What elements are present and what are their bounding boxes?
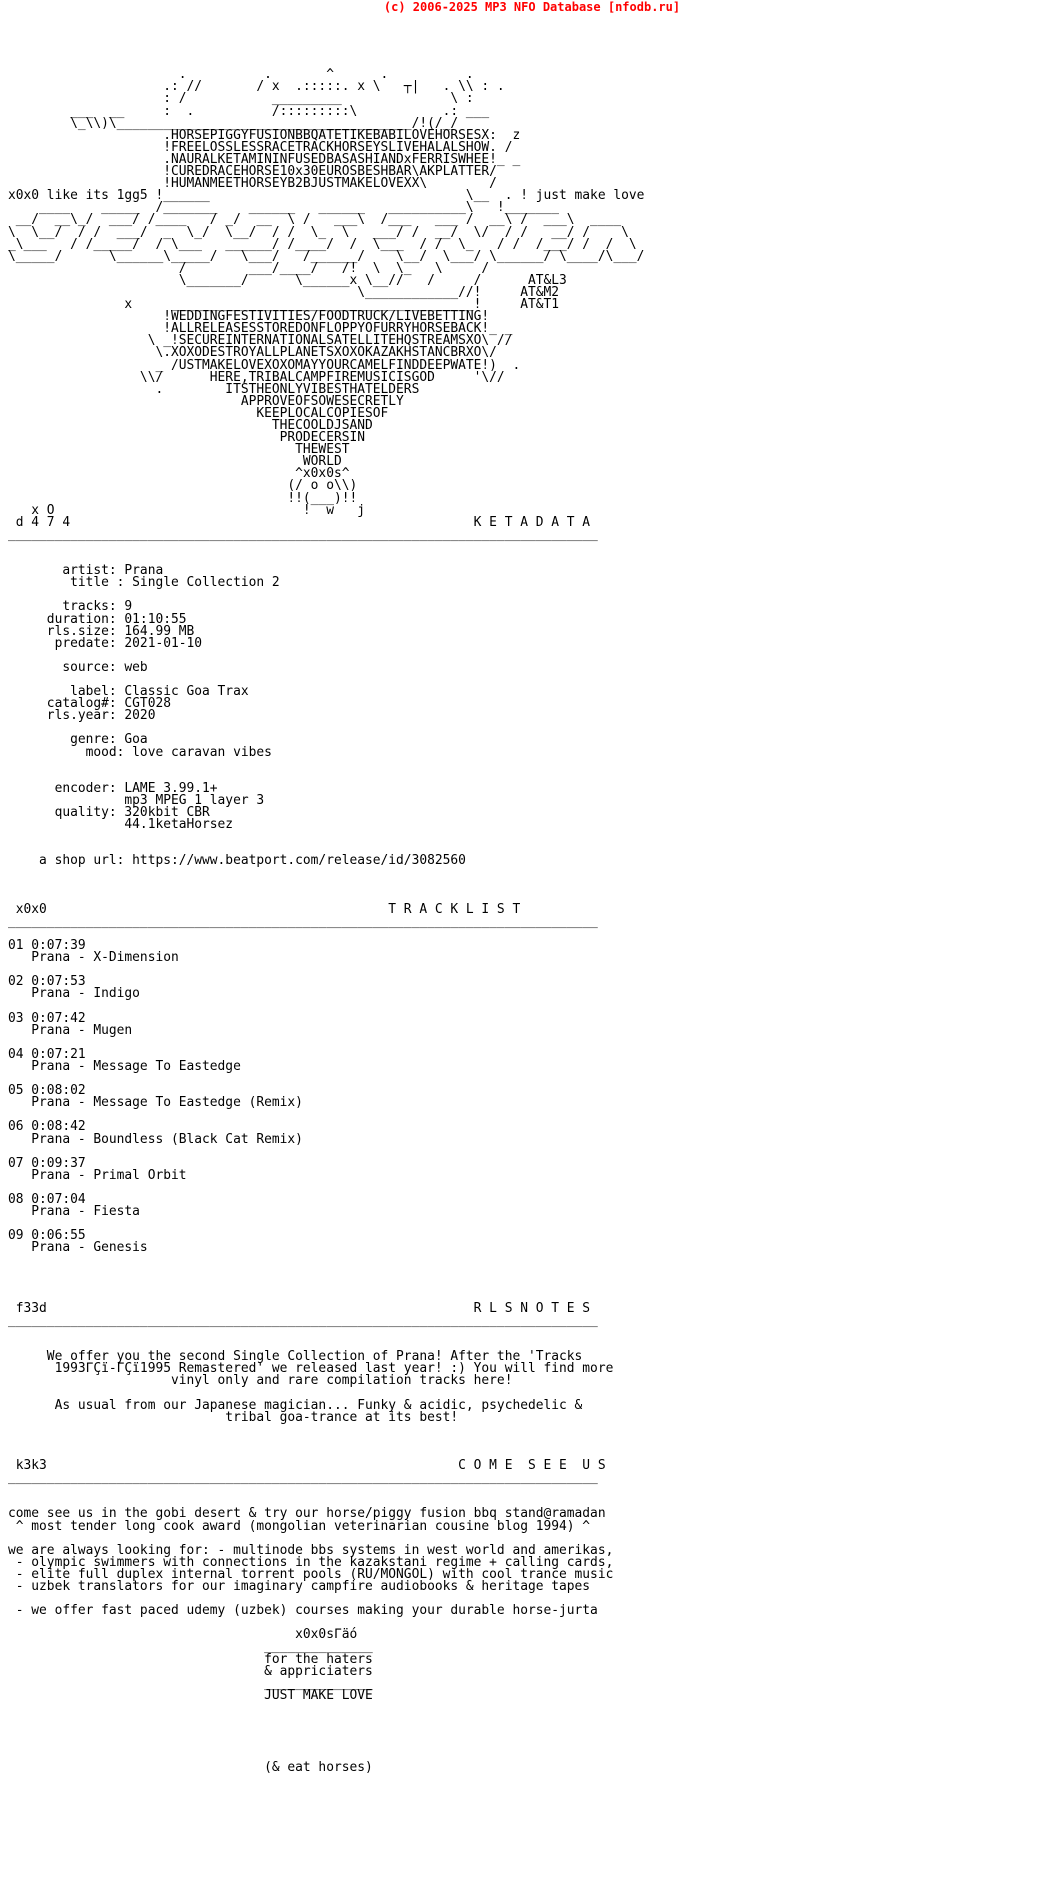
nfo-text-block: . . ^ . . .: // / x .:::::. x \ ┬| . \\ : . : / _________ \ : ___ __ : . /:::::::::\ .: ___ \_\\)\______________________________________/!(/_/ .HORSEPIGGYFUSIONBBQATETIKEBABILOVEHORSESX: z !FREELOSSLESSRACETRACKHORSEYSLIVEHALALSHOW. / .NAURALKETAMININFUSEDBASASHIANDxFERRISWHEE!_ _ !CUREDRACEHORSE10x30EUROSBESHBAR\AKPLATTER/ !HUMANMEETHORSEYB2BJUSTMAKELOVEXX\ / x0x0 like its 1gg5 !______ \__ . ! just make love ____ _____ /_______ ______ ______ __________\ !_______ __/ __\_/ ___/ /____ / _/ __ \ / ___\ /___ ___ / __\ / ___\ ____ \ \__/ / / ___/ _ \_/ \__/ / / \_ \ ___/ / __/ \/ / / __/ / \ _\___ / /_____/ / \___ ______/ /____/ / \___ / / \_ / / /___/ / / \ \_____/ \______\_____/ \___/ /______/ \__/ \___/ \______/ \____/\___/ / ___/____/ /! \ \_ \ / \_______/ \______x \__// / / AT&L3 \____________//! AT&M2 x _______________________________________! AT&T1 !WEDDINGFESTIVITIES/FOODTRUCK/LIVEBETTING! !ALLRELEASESSTOREDONFLOPPYOFURRYHORSEBACK!_ _ \ _!SECUREINTERNATIONALSATELLITEHQSTREAMSXO\ // \.XOXODESTROYALLPLANETSXOXOKAZAKHSTANCBRXO\/ _ /USTMAKELOVEXOXOMAYYOURCAMELFINDDEEPWATE!) . \\/ HERE,TRIBALCAMPFIREMUSICISGOD '\// . ITSTHEONLYVIBESTHATELDERS APPROVEOFSOWESECRETLY KEEPLOCALCOPIESOF THECOOLDJSAND PRODECERSIN THEWEST WORLD ^x0x0s^ (/ o o\\) !!(___)!! x O ! w j d 4 7 4 K E T A D A T A ____________________________________________________________________________ artist: Prana title : Single Collection 2 tracks: 9 duration: 01:10:55 rls.size: 164.99 MB predate: 2021-01-10 source: web label: Classic Goa Trax catalog#: CGT028 rls.year: 2020 genre: Goa mood: love caravan vibes encoder: LAME 3.99.1+ mp3 MPEG 1 layer 3 quality: 320kbit CBR 44.1ketaHorsez a shop url: https://www.beatport.com/release/id/3082560 x0x0 T R A C K L I S T ____________________________________________________________________________ 01 0:07:39 Prana - X-Dimension 02 0:07:53 Prana - Indigo 03 0:07:42 Prana - Mugen 04 0:07:21 Prana - Message To Eastedge 05 0:08:02 Prana - Message To Eastedge (Remix) 06 0:08:42 Prana - Boundless (Black Cat Remix) 07 0:09:37 Prana - Primal Orbit 08 0:07:04 Prana - Fiesta 09 0:06:55 Prana - Genesis f33d R L S N O T E S ____________________________________________________________________________ We offer you the second Single Collection of Prana! After the 'Tracks 1993ΓÇï-ΓÇï1995 Remastered' we released last year! :) You will find more vinyl only and rare compilation tracks here! As usual from our Japanese magician... Funky & acidic, psychedelic & tribal goa-trance at its best! k3k3 C O M E S E E U S ____________________________________________________________________________ come see us in the gobi desert & try our horse/piggy fusion bbq stand@ramadan ^ most tender long cook award (mongolian veterinarian cousine blog 1994) ^ we are always looking for: - multinode bbs systems in west world and amerikas, - olympic swimmers with connections in the kazakstani regime + calling cards, - elite full duplex internal torrent pools (RU/MONGOL) with cool trance music - uzbek translators for our imaginary campfire audiobooks & heritage tapes - we offer fast paced udemy (uzbek) courses making your durable horse-jurta x0x0sΓäó ______________ for the haters & appriciaters ______________ JUST MAKE LOVE (& eat horses)	[8, 67, 645, 1776]
nfodb-header[interactable]: (c) 2006-2025 MP3 NFO Database [nfodb.ru]	[383, 0, 681, 14]
